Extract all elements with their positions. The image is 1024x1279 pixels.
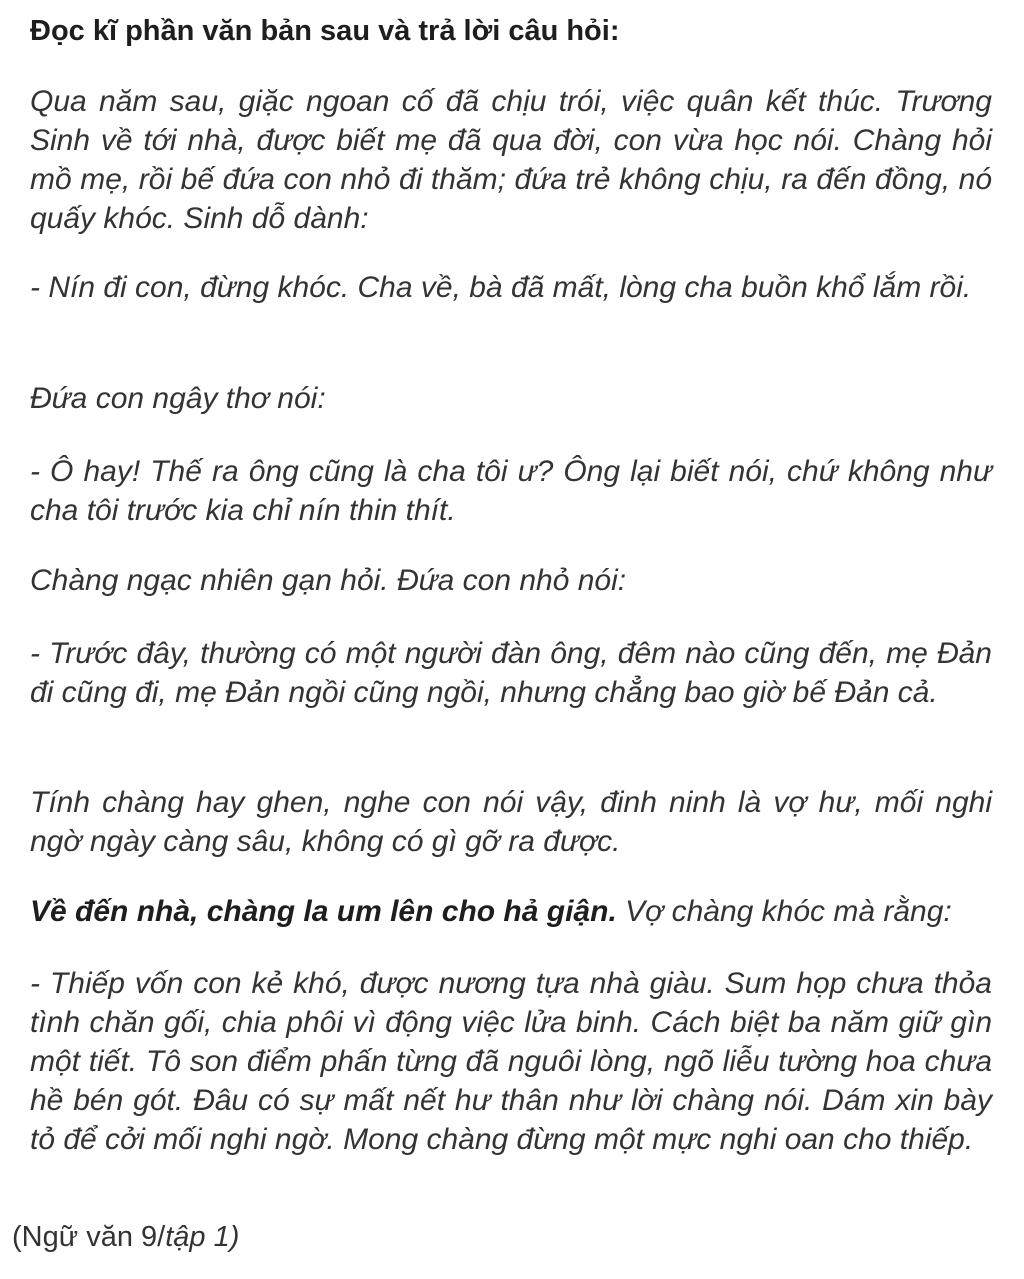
paragraph-6: - Trước đây, thường có một người đàn ông, đêm nào cũng đến, mẹ Đản đi cũng đi, mẹ Đản ngồi cũng ngồi, nhưng chẳng bao giờ bế Đản cả. <box>30 637 992 709</box>
paragraph-3: Đứa con ngây thơ nói: <box>30 382 326 415</box>
paragraph-4: - Ô hay! Thế ra ông cũng là cha tôi ư? Ông lại biết nói, chứ không như cha tôi trước kia chỉ nín thin thít. <box>30 455 992 527</box>
paragraph-1: Qua năm sau, giặc ngoan cố đã chịu trói, việc quân kết thúc. Trương Sinh về tới nhà, được biết mẹ đã qua đời, con vừa học nói. Chàng hỏi mồ mẹ, rồi bế đứa con nhỏ đi thăm; đứa trẻ không chịu, ra đến đồng, nó quấy khóc. Sinh dỗ dành: <box>30 85 992 235</box>
paragraph-7: Tính chàng hay ghen, nghe con nói vậy, đinh ninh là vợ hư, mối nghi ngờ ngày càng sâu, không có gì gỡ ra được. <box>30 786 992 858</box>
paragraph-5: Chàng ngạc nhiên gạn hỏi. Đứa con nhỏ nói: <box>30 564 627 597</box>
paragraph-8-rest: Vợ chàng khóc mà rằng: <box>616 895 952 928</box>
paragraph-8 <box>30 892 992 931</box>
instruction-heading: Đọc kĩ phần văn bản sau và trả lời câu hỏi: <box>30 15 620 47</box>
source-part-2: tập 1) <box>165 1221 240 1253</box>
paragraph-9: - Thiếp vốn con kẻ khó, được nương tựa nhà giàu. Sum họp chưa thỏa tình chăn gối, chia phôi vì động việc lửa binh. Cách biệt ba năm giữ gìn một tiết. Tô son điểm phấn từng đã nguôi lòng, ngõ liễu tường hoa chưa hề bén gót. Đâu có sự mất nết hư thân như lời chàng nói. Dám xin bày tỏ để cởi mối nghi ngờ. Mong chàng đừng một mực nghi oan cho thiếp. <box>30 967 992 1156</box>
source-part-1: (Ngữ văn 9/ <box>12 1221 166 1253</box>
paragraph-8-bold: Về đến nhà, chàng la um lên cho hả giận. <box>30 895 617 928</box>
paragraph-2: - Nín đi con, đừng khóc. Cha về, bà đã mất, lòng cha buồn khổ lắm rồi. <box>30 271 972 304</box>
source-citation <box>12 1218 239 1256</box>
